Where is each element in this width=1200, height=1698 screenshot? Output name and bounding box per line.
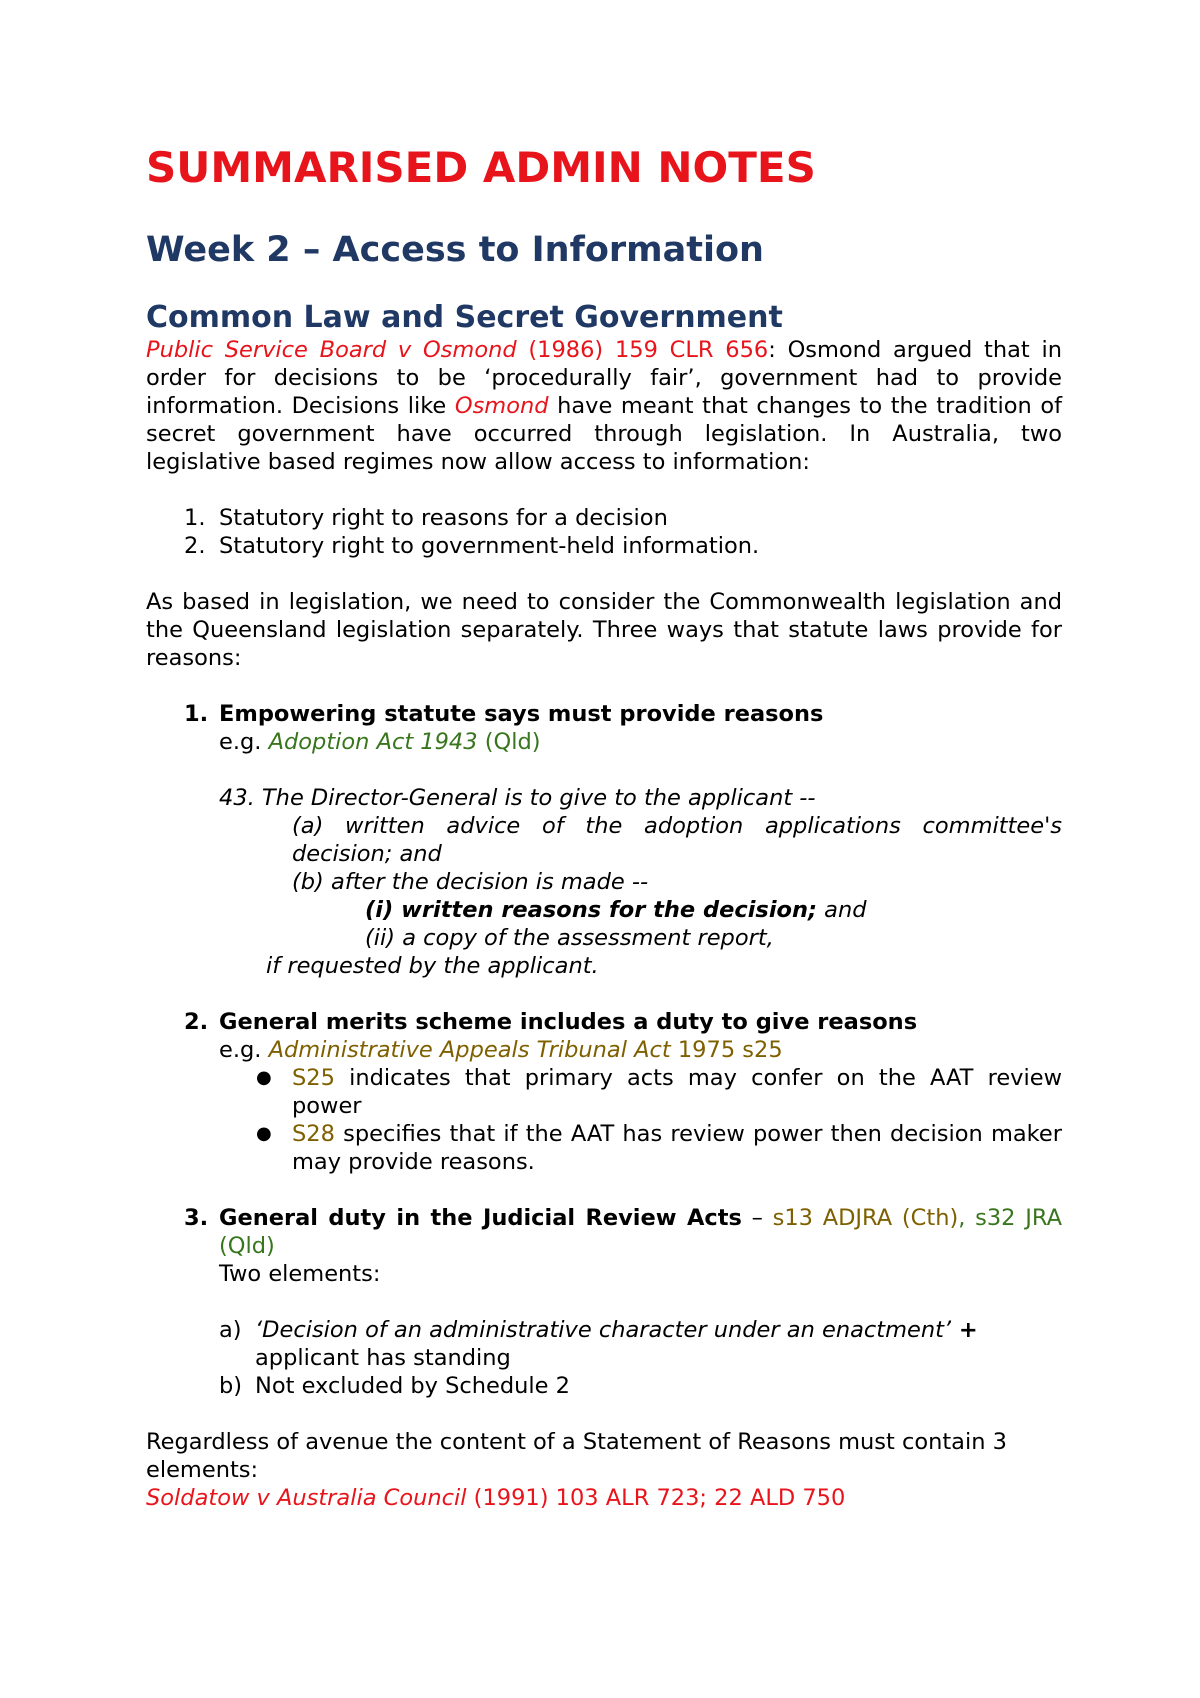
separator: ,	[958, 1205, 976, 1231]
quote-line	[146, 896, 1062, 924]
bullet-item	[146, 1120, 1062, 1176]
list-number: 1.	[184, 505, 206, 531]
section-ref: S25	[292, 1065, 335, 1091]
intro-text-continued: have meant that changes to the tradition of secret government have occurred through legislation. In Australia, two legislative based regimes now allow access to information:	[146, 393, 1063, 475]
list-number: 2.	[184, 533, 206, 559]
bullet-text: indicates that primary acts may confer on the AAT review power	[292, 1065, 1062, 1119]
intro-paragraph	[146, 336, 1062, 476]
act-name: Adoption Act 1943	[268, 729, 478, 755]
numbered-heading	[146, 700, 1062, 728]
quote-bold: (i) written reasons for the decision;	[365, 897, 817, 923]
final-case	[146, 1484, 1062, 1512]
legislation-paragraph: As based in legislation, we need to consider the Commonwealth legislation and the Queensland legislation separately. Three ways that statute laws provide for reasons:	[146, 589, 1062, 671]
jurisdiction: (Qld)	[477, 729, 541, 755]
reasons-paragraph: Regardless of avenue the content of a Statement of Reasons must contain 3 elements:	[146, 1429, 1007, 1483]
act-name: Administrative Appeals Tribunal Act	[268, 1037, 671, 1063]
case-citation: 103 ALR 723; 22 ALD 750	[548, 1485, 846, 1511]
sub-italic: ‘Decision of an administrative character under an enactment’	[255, 1317, 952, 1343]
case-name: Soldatow v Australia Council	[146, 1485, 467, 1511]
statute-quote	[146, 784, 1062, 980]
elements-label: Two elements:	[219, 1261, 381, 1287]
sub-label: a)	[219, 1317, 242, 1343]
quote-line: (ii) a copy of the assessment report,	[365, 925, 774, 951]
item-heading: Empowering statute says must provide reasons	[219, 701, 824, 727]
section-ref: S28	[292, 1121, 335, 1147]
quote-line: (b) after the decision is made --	[292, 869, 649, 895]
item-heading: General merits scheme includes a duty to give reasons	[219, 1009, 918, 1035]
eg-label: e.g.	[219, 729, 269, 755]
example-line	[146, 728, 1062, 756]
plus-sign: +	[951, 1317, 978, 1343]
statute-ref: s13 ADJRA (Cth)	[772, 1205, 959, 1231]
item-heading: General duty in the Judicial Review Acts	[219, 1205, 742, 1231]
quote-line: (a) written advice of the adoption applications committee's decision; and	[292, 813, 1062, 867]
bullet-item	[146, 1064, 1062, 1120]
quote-rest: and	[817, 897, 867, 923]
sub-item	[146, 1316, 1062, 1372]
bullet-text: specifies that if the AAT has review power then decision maker may provide reasons.	[292, 1121, 1062, 1175]
sub-text: applicant has standing	[255, 1345, 511, 1371]
sub-item	[146, 1372, 1062, 1400]
dash: –	[741, 1205, 773, 1231]
statute-ref: s32 JRA (Qld)	[219, 1205, 1062, 1259]
bullet-icon: ●	[256, 1067, 272, 1088]
example-line	[146, 1036, 1062, 1064]
bullet-icon: ●	[256, 1123, 272, 1144]
sub-label: b)	[219, 1373, 243, 1399]
eg-label: e.g.	[219, 1037, 269, 1063]
act-reference: 1975 s25	[670, 1037, 783, 1063]
case-name: Public Service Board v Osmond	[146, 337, 517, 363]
list-number: 1.	[184, 701, 209, 727]
week-heading: Week 2 – Access to Information	[146, 230, 764, 270]
list-number: 2.	[184, 1009, 209, 1035]
numbered-heading	[146, 1204, 1062, 1260]
list-text: Statutory right to government-held information.	[219, 533, 760, 559]
quote-line: if requested by the applicant.	[266, 953, 599, 979]
list-number: 3.	[184, 1205, 209, 1231]
document-body	[146, 140, 1062, 1512]
section-heading: Common Law and Secret Government	[146, 300, 783, 335]
sub-text: Not excluded by Schedule 2	[255, 1373, 570, 1399]
case-short: Osmond	[454, 393, 549, 419]
quote-line: 43. The Director-General is to give to the applicant --	[219, 785, 816, 811]
case-citation: (1986) 159 CLR 656	[516, 337, 769, 363]
list-item	[146, 532, 1062, 560]
list-text: Statutory right to reasons for a decision	[219, 505, 668, 531]
intro-text: : Osmond argued that in order for decisions to be ‘procedurally fair’, government had to provide information. Decisions like	[146, 337, 1062, 419]
numbered-heading	[146, 1008, 1062, 1036]
document-title: SUMMARISED ADMIN NOTES	[146, 143, 816, 192]
case-year: (1991)	[466, 1485, 549, 1511]
list-item	[146, 504, 1062, 532]
